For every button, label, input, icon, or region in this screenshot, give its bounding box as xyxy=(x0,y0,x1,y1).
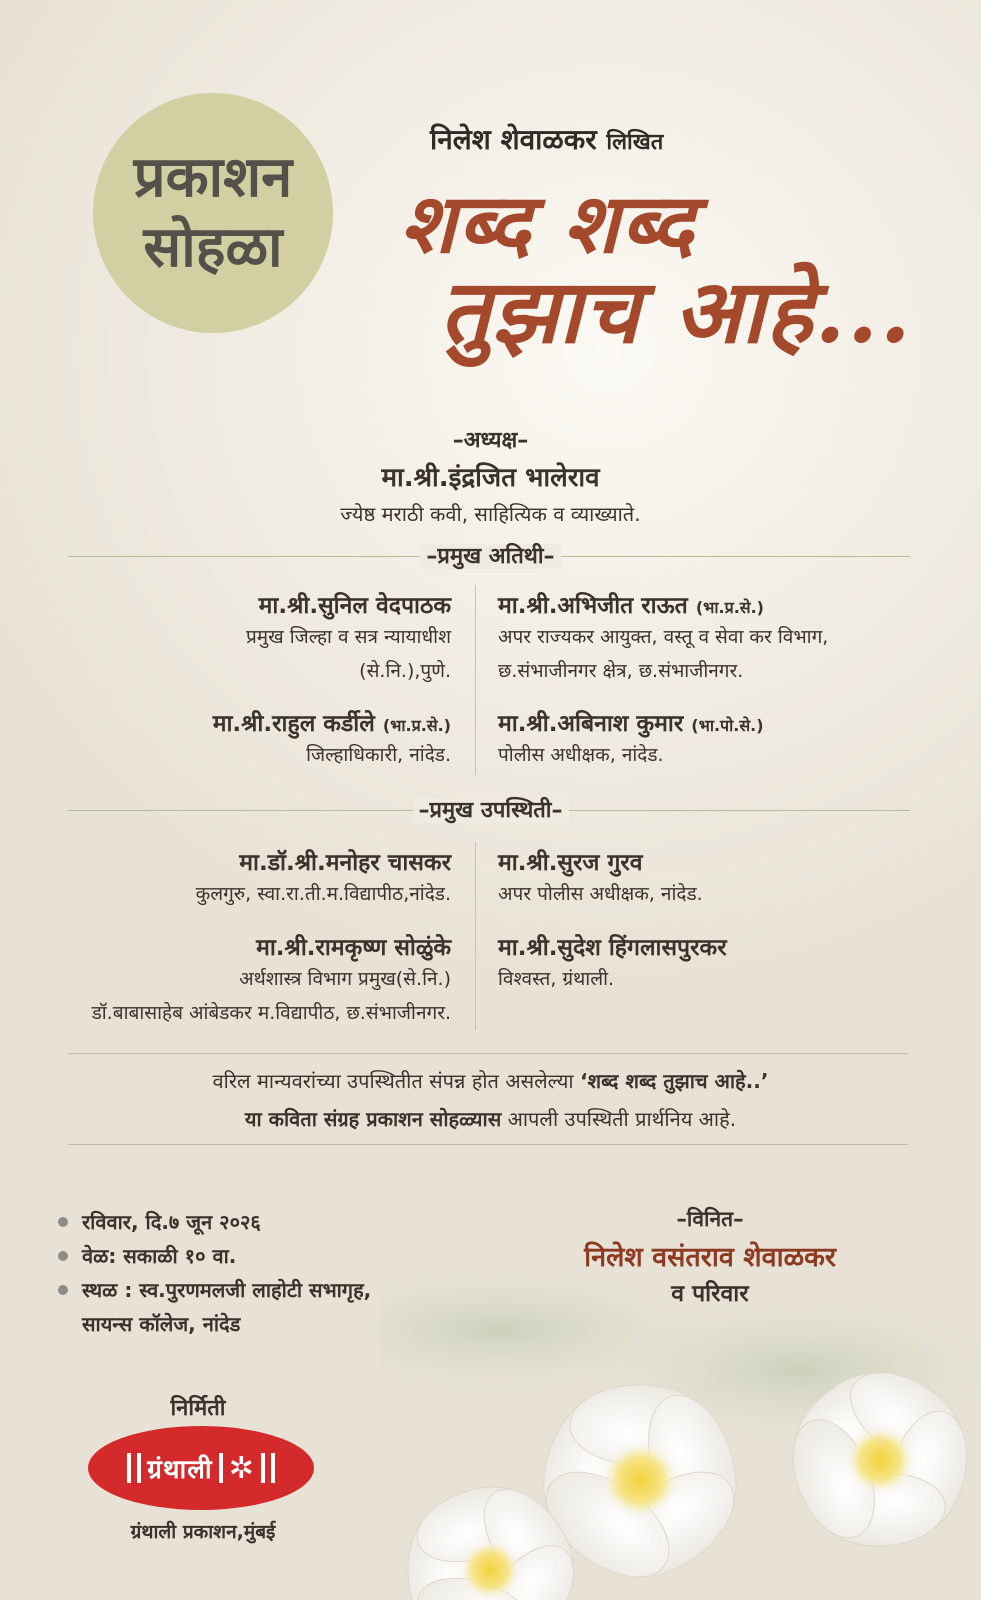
presence-4-line-1: विश्वस्त, ग्रंथाली. xyxy=(498,968,615,990)
badge-line-1: प्रकाशन xyxy=(133,145,293,210)
event-venue-1: स्थळ : स्व.पुरणमलजी लाहोटी सभागृह, xyxy=(82,1278,372,1302)
written-label: लिखित xyxy=(606,130,664,155)
guest-3-line-1: जिल्हाधिकारी, नांदेड. xyxy=(306,744,451,766)
book-title-line-1: शब्द शब्द xyxy=(400,176,696,272)
guest-4 xyxy=(498,706,764,772)
presence-column-divider xyxy=(475,842,476,1030)
guest-3-rank: (भा.प्र.से.) xyxy=(382,716,451,735)
presence-1-name: मा.डॉ.श्री.मनोहर चासकर xyxy=(239,850,451,876)
guests-column-divider xyxy=(475,585,476,775)
event-venue-2: सायन्स कॉलेज, नांदेड xyxy=(82,1312,241,1336)
bullet-icon xyxy=(58,1217,68,1227)
guest-3-name: मा.श्री.राहुल कर्डीले xyxy=(212,711,375,737)
publisher-name: ग्रंथाली प्रकाशन,मुंबई xyxy=(130,1521,276,1543)
invite-line-1: वरिल मान्यवरांच्या उपस्थितीत संपन्न होत असलेल्या xyxy=(212,1069,580,1093)
guest-2-rank: (भा.प्र.से.) xyxy=(695,598,764,617)
presence-1-line-1: कुलगुरु, स्वा.रा.ती.म.विद्यापीठ,नांदेड. xyxy=(195,883,451,905)
presence-heading: –प्रमुख उपस्थिती– xyxy=(0,794,981,824)
guest-2-line-2: छ.संभाजीनगर क्षेत्र, छ.संभाजीनगर. xyxy=(498,660,744,682)
producer-label: निर्मिती xyxy=(170,1396,226,1421)
author-byline xyxy=(430,120,663,158)
guest-3 xyxy=(213,706,451,772)
presence-1 xyxy=(196,845,451,911)
host-name: निलेश वसंतराव शेवाळकर xyxy=(584,1242,836,1273)
divider-invite-bottom xyxy=(68,1144,908,1145)
presence-4-name: मा.श्री.सुदेश हिंगलासपुरकर xyxy=(498,935,727,961)
presence-2-name: मा.श्री.सुरज गुरव xyxy=(498,850,643,876)
invite-text xyxy=(0,1062,981,1138)
guests-heading: –प्रमुख अतिथी– xyxy=(0,540,981,570)
guest-4-name: मा.श्री.अबिनाश कुमार xyxy=(498,711,684,737)
guest-2-line-1: अपर राज्यकर आयुक्त, वस्तू व सेवा कर विभाग, xyxy=(498,626,829,648)
presence-3-line-1: अर्थशास्त्र विभाग प्रमुख(से.नि.) xyxy=(239,968,451,990)
bullet-icon xyxy=(58,1285,68,1295)
guest-2 xyxy=(498,588,828,688)
host-heading: –विनित– xyxy=(676,1207,744,1231)
guest-4-line-1: पोलीस अधीक्षक, नांदेड. xyxy=(498,744,664,766)
guest-4-rank: (भा.पो.से.) xyxy=(691,716,764,735)
badge-line-2: सोहळा xyxy=(143,215,283,280)
event-badge xyxy=(93,93,333,333)
host-block xyxy=(560,1205,860,1308)
logo-text: ग्रंथाली xyxy=(147,1455,213,1485)
book-title-line-2: तुझाच आहे... xyxy=(440,259,913,363)
guest-1-line-1: प्रमुख जिल्हा व सत्र न्यायाधीश xyxy=(245,626,451,648)
chair-heading: –अध्यक्ष– xyxy=(452,428,529,453)
event-time: वेळ: सकाळी १० वा. xyxy=(82,1244,237,1268)
guest-1-name: मा.श्री.सुनिल वेदपाठक xyxy=(258,593,451,619)
host-family: व परिवार xyxy=(671,1281,749,1307)
chair-description: ज्येष्ठ मराठी कवी, साहित्यिक व व्याख्याते. xyxy=(340,502,641,526)
divider-invite-top xyxy=(68,1053,908,1054)
event-date: रविवार, दि.७ जून २०२६ xyxy=(82,1210,261,1234)
presence-2 xyxy=(498,845,703,911)
invite-line-2: आपली उपस्थिती प्रार्थनिय आहे. xyxy=(501,1107,737,1131)
author-name: निलेश शेवाळकर xyxy=(430,123,597,156)
invite-bold: या कविता संग्रह प्रकाशन सोहळ्यास xyxy=(244,1107,502,1131)
presence-3-line-2: डॉ.बाबासाहेब आंबेडकर म.विद्यापीठ, छ.संभाजीनगर. xyxy=(91,1002,451,1024)
star-icon: ✲ xyxy=(228,1450,255,1486)
event-details xyxy=(58,1205,371,1341)
presence-3 xyxy=(92,930,451,1030)
guest-1 xyxy=(246,588,451,688)
invite-book-title: ‘शब्द शब्द तुझाच आहे..’ xyxy=(579,1069,769,1093)
bullet-icon xyxy=(58,1251,68,1261)
guest-1-line-2: (से.नि.),पुणे. xyxy=(359,660,451,682)
granthali-logo xyxy=(88,1426,314,1510)
presence-2-line-1: अपर पोलीस अधीक्षक, नांदेड. xyxy=(498,883,703,905)
chair-name: मा.श्री.इंद्रजित भालेराव xyxy=(381,463,600,493)
presence-4 xyxy=(498,930,727,996)
guest-2-name: मा.श्री.अभिजीत राऊत xyxy=(498,593,688,619)
presence-3-name: मा.श्री.रामकृष्ण सोळुंके xyxy=(256,935,451,961)
